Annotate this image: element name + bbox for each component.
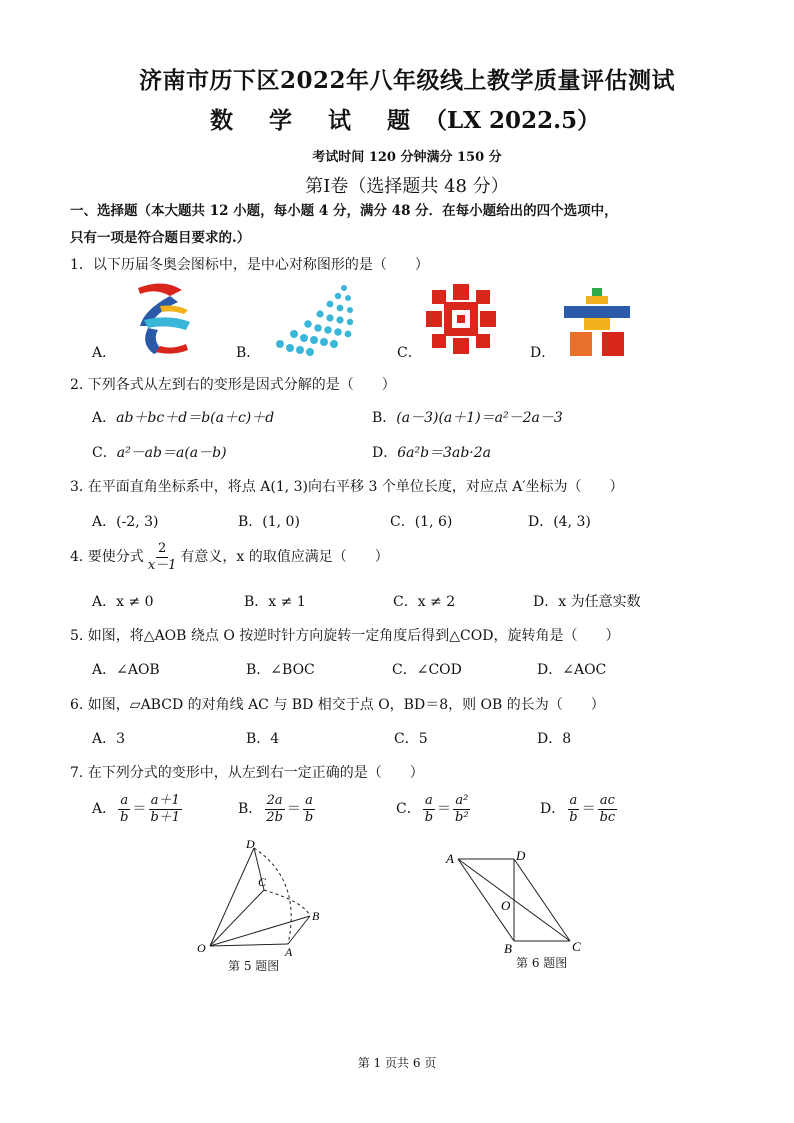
subject-title [210,102,600,135]
q7-b-right-fraction [303,793,315,826]
q7-a-left-num: a [120,792,129,808]
instructions-line-1: 一、选择题（本大题共 12 小题，每小题 4 分，满分 48 分．在每小题给出的四个选项中， [70,203,618,219]
q7-d-right-den: bc [599,809,616,825]
q2-option-c[interactable] [92,442,227,462]
fig6-point-d: D [516,848,526,863]
q2-option-d-expr: 6a²b＝3ab·2a [397,445,491,461]
fig5-point-b: B [312,909,320,923]
q7-option-b[interactable]: B． $\frac{2a}{2b}$ ＝ $\frac{a}{b}$ [238,792,314,825]
exam-title: 济南市历下区2022年八年级线上教学质量评估测试 [138,67,675,94]
q2-option-a-expr: ab＋bc＋d＝b(a＋c)＋d [116,410,275,426]
q4-fraction-denominator: x－1 [147,557,177,573]
q1-option-d[interactable]: D． [530,345,556,361]
fig6-point-c: C [572,939,581,954]
q3-option-c[interactable]: C．(1, 6) [390,514,453,530]
question-6-stem: 6. 如图，▱ABCD 的对角线 AC 与 BD 相交于点 O，BD＝8，则 OB 的长为（ ） [70,697,605,713]
question-3-stem: 3. 在平面直角坐标系中，将点 A(1, 3)向右平移 3 个单位长度，对应点 A′坐标为（ ） [70,479,624,495]
q7-c-right-den: b² [455,809,469,825]
q2-option-b-label: B． [372,410,397,426]
q2-option-a[interactable] [92,407,274,427]
q4-option-c[interactable]: C．x ≠ 2 [393,594,456,610]
q7-option-a[interactable]: A． $\frac{a}{b}$ ＝ $\frac{a+1}{b+1}$ [92,792,181,825]
q7-c-right-num: a² [455,792,469,808]
page-footer: 第 1 页共 6 页 [357,1056,437,1070]
q6-option-a[interactable]: A．3 [92,731,126,747]
q7-d-left-fraction [567,793,579,826]
q7-b-left-num: 2a [266,792,283,808]
q4-option-a[interactable]: A．x ≠ 0 [92,594,154,610]
q4-option-b[interactable]: B．x ≠ 1 [244,594,306,610]
q2-option-c-label: C． [92,445,117,461]
q6-option-d[interactable]: D．8 [537,731,572,747]
q3-option-b[interactable]: B．(1, 0) [238,514,300,530]
exam-meta: 考试时间 120 分钟满分 150 分 [312,150,502,165]
q7-option-c[interactable]: C． $\frac{a}{b}$ ＝ $\frac{\text{a²}}{\text{b²}}$ [396,792,469,825]
q5-option-d[interactable]: D．∠AOC [537,662,607,678]
question-2-stem: 2. 下列各式从左到右的变形是因式分解的是（ ） [70,377,396,393]
q5-option-b[interactable]: B．∠BOC [246,662,315,678]
q1-option-a[interactable]: A． [92,345,117,361]
figure-6-diagram [440,845,590,957]
logo-option-b-image [268,282,358,358]
exam-code: （LX 2022.5） [424,107,601,134]
q4-stem-pre: 4. 要使分式 [70,549,144,565]
q7-c-left-den: b [424,809,434,825]
subject-name: 数 学 试 题 [210,107,425,134]
q7-d-left-den: b [569,809,578,825]
q6-option-c[interactable]: C．5 [394,731,428,747]
q7-option-c-label: C． [396,801,421,817]
q7-d-right-fraction [598,793,618,826]
q2-option-d-label: D． [372,445,398,461]
q7-b-left-fraction [264,793,285,826]
q4-stem-post: 有意义，x 的取值应满足（ ） [180,549,389,565]
q4-option-d[interactable]: D．x 为任意实数 [533,594,641,610]
figure-5-diagram [190,832,340,962]
q2-option-c-expr: a²－ab＝a(a－b) [116,445,227,461]
q7-a-right-num: a＋1 [150,792,180,808]
fig5-point-o: O [197,941,206,955]
figure-5-caption: 第 5 题图 [228,959,280,973]
logo-option-a-image [130,280,196,358]
q7-option-a-label: A． [92,801,117,817]
fig6-point-b: B [504,941,512,956]
q7-b-right-den: b [304,809,314,825]
question-5-stem: 5. 如图，将△AOB 绕点 O 按逆时针方向旋转一定角度后得到△COD，旋转角是（ ） [70,628,620,644]
q7-b-right-num: a [305,792,313,808]
q1-option-c[interactable]: C． [397,345,422,361]
fig5-point-d: D [246,837,255,851]
section-title: 第Ⅰ卷（选择题共 48 分） [305,176,509,197]
fig6-point-a: A [446,851,454,866]
question-1-stem: 1．以下历届冬奥会图标中，是中心对称图形的是（ ） [70,257,429,273]
q7-d-right-num: ac [599,792,615,808]
q7-option-d-label: D． [540,801,566,817]
fig5-point-a: A [285,945,293,959]
q7-a-left-fraction [118,793,130,826]
q5-option-c[interactable]: C．∠COD [392,662,462,678]
logo-option-d-image [560,284,634,358]
q3-option-d[interactable]: D．(4, 3) [528,514,591,530]
question-7-stem: 7. 在下列分式的变形中，从左到右一定正确的是（ ） [70,765,424,781]
q2-option-d[interactable] [372,442,491,462]
q7-b-left-den: 2b [266,809,283,825]
q7-d-left-num: a [569,792,578,808]
q7-a-right-den: b＋1 [150,809,181,825]
q6-option-b[interactable]: B．4 [246,731,280,747]
q3-option-a[interactable]: A．(-2, 3) [92,514,159,530]
q7-c-left-num: a [425,792,433,808]
figure-6-caption: 第 6 题图 [516,956,568,970]
logo-option-c-image [424,282,498,356]
instructions-line-2: 只有一项是符合题目要求的.） [70,230,251,246]
q7-option-b-label: B． [238,801,263,817]
q7-a-right-fraction [148,793,182,826]
q7-c-right-fraction [453,793,471,826]
q2-option-b-expr: (a－3)(a＋1)＝a²－2a－3 [396,410,563,426]
q2-option-a-label: A． [92,410,117,426]
fig6-point-o: O [501,898,511,913]
q7-a-left-den: b [120,809,129,825]
q4-fraction [146,541,179,574]
q2-option-b[interactable] [372,407,563,427]
q7-option-d[interactable]: D． $\frac{a}{b}$ ＝ $\frac{ac}{bc}$ [540,792,616,825]
q7-c-left-fraction [423,793,435,826]
q1-option-b[interactable]: B． [236,345,261,361]
q4-fraction-numerator: 2 [157,540,167,556]
q5-option-a[interactable]: A．∠AOB [92,662,160,678]
question-4-stem [70,540,389,574]
fig5-point-c: C [258,875,267,889]
